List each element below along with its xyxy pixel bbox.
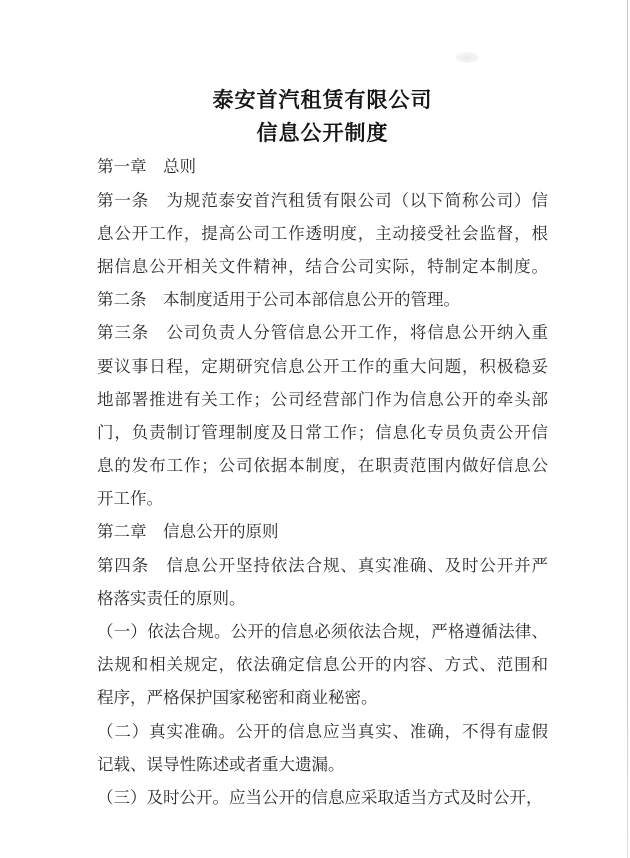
text-line: 第四条 信息公开坚持依法合规、真实准确、及时公开并严 <box>97 555 548 575</box>
text-line: 第二条 本制度适用于公司本部信息公开的管理。 <box>97 290 460 310</box>
text-line: 要议事日程，定期研究信息公开工作的重大问题，积极稳妥 <box>97 356 548 376</box>
document-title-line1: 泰安首汽租赁有限公司 <box>212 88 433 112</box>
text-line: 开工作。 <box>97 489 163 509</box>
scan-edge-line <box>627 0 629 858</box>
scan-smudge-artifact <box>455 52 479 63</box>
text-line: 记载、误导性陈述或者重大遗漏。 <box>97 754 345 774</box>
text-line: （三）及时公开。应当公开的信息应采取适当方式及时公开， <box>97 787 543 807</box>
text-line: 息的发布工作；公司依据本制度，在职责范围内做好信息公 <box>97 456 548 476</box>
text-line: （一）依法合规。公开的信息必须依法合规，严格遵循法律、 <box>97 622 548 641</box>
text-line: 据信息公开相关文件精神，结合公司实际，特制定本制度。 <box>97 256 548 276</box>
text-line: 程序，严格保护国家秘密和商业秘密。 <box>97 688 378 708</box>
document-title-line2: 信息公开制度 <box>256 121 389 146</box>
text-line: 息公开工作，提高公司工作透明度，主动接受社会监督，根 <box>97 223 548 243</box>
text-line: 第一条 为规范泰安首汽租赁有限公司（以下简称公司）信 <box>97 190 548 210</box>
text-line: 法规和相关规定，依法确定信息公开的内容、方式、范围和 <box>97 655 548 675</box>
text-line: 地部署推进有关工作；公司经营部门作为信息公开的牵头部 <box>97 389 548 409</box>
chapter-heading: 第一章 总则 <box>97 157 196 177</box>
text-column <box>97 84 548 814</box>
text-line: 第三条 公司负责人分管信息公开工作，将信息公开纳入重 <box>97 323 548 343</box>
chapter-heading: 第二章 信息公开的原则 <box>97 522 279 542</box>
text-line: 门，负责制订管理制度及日常工作；信息化专员负责公开信 <box>97 422 548 442</box>
text-line: （二）真实准确。公开的信息应当真实、准确，不得有虚假 <box>97 721 548 741</box>
text-line: 格落实责任的原则。 <box>97 588 246 608</box>
